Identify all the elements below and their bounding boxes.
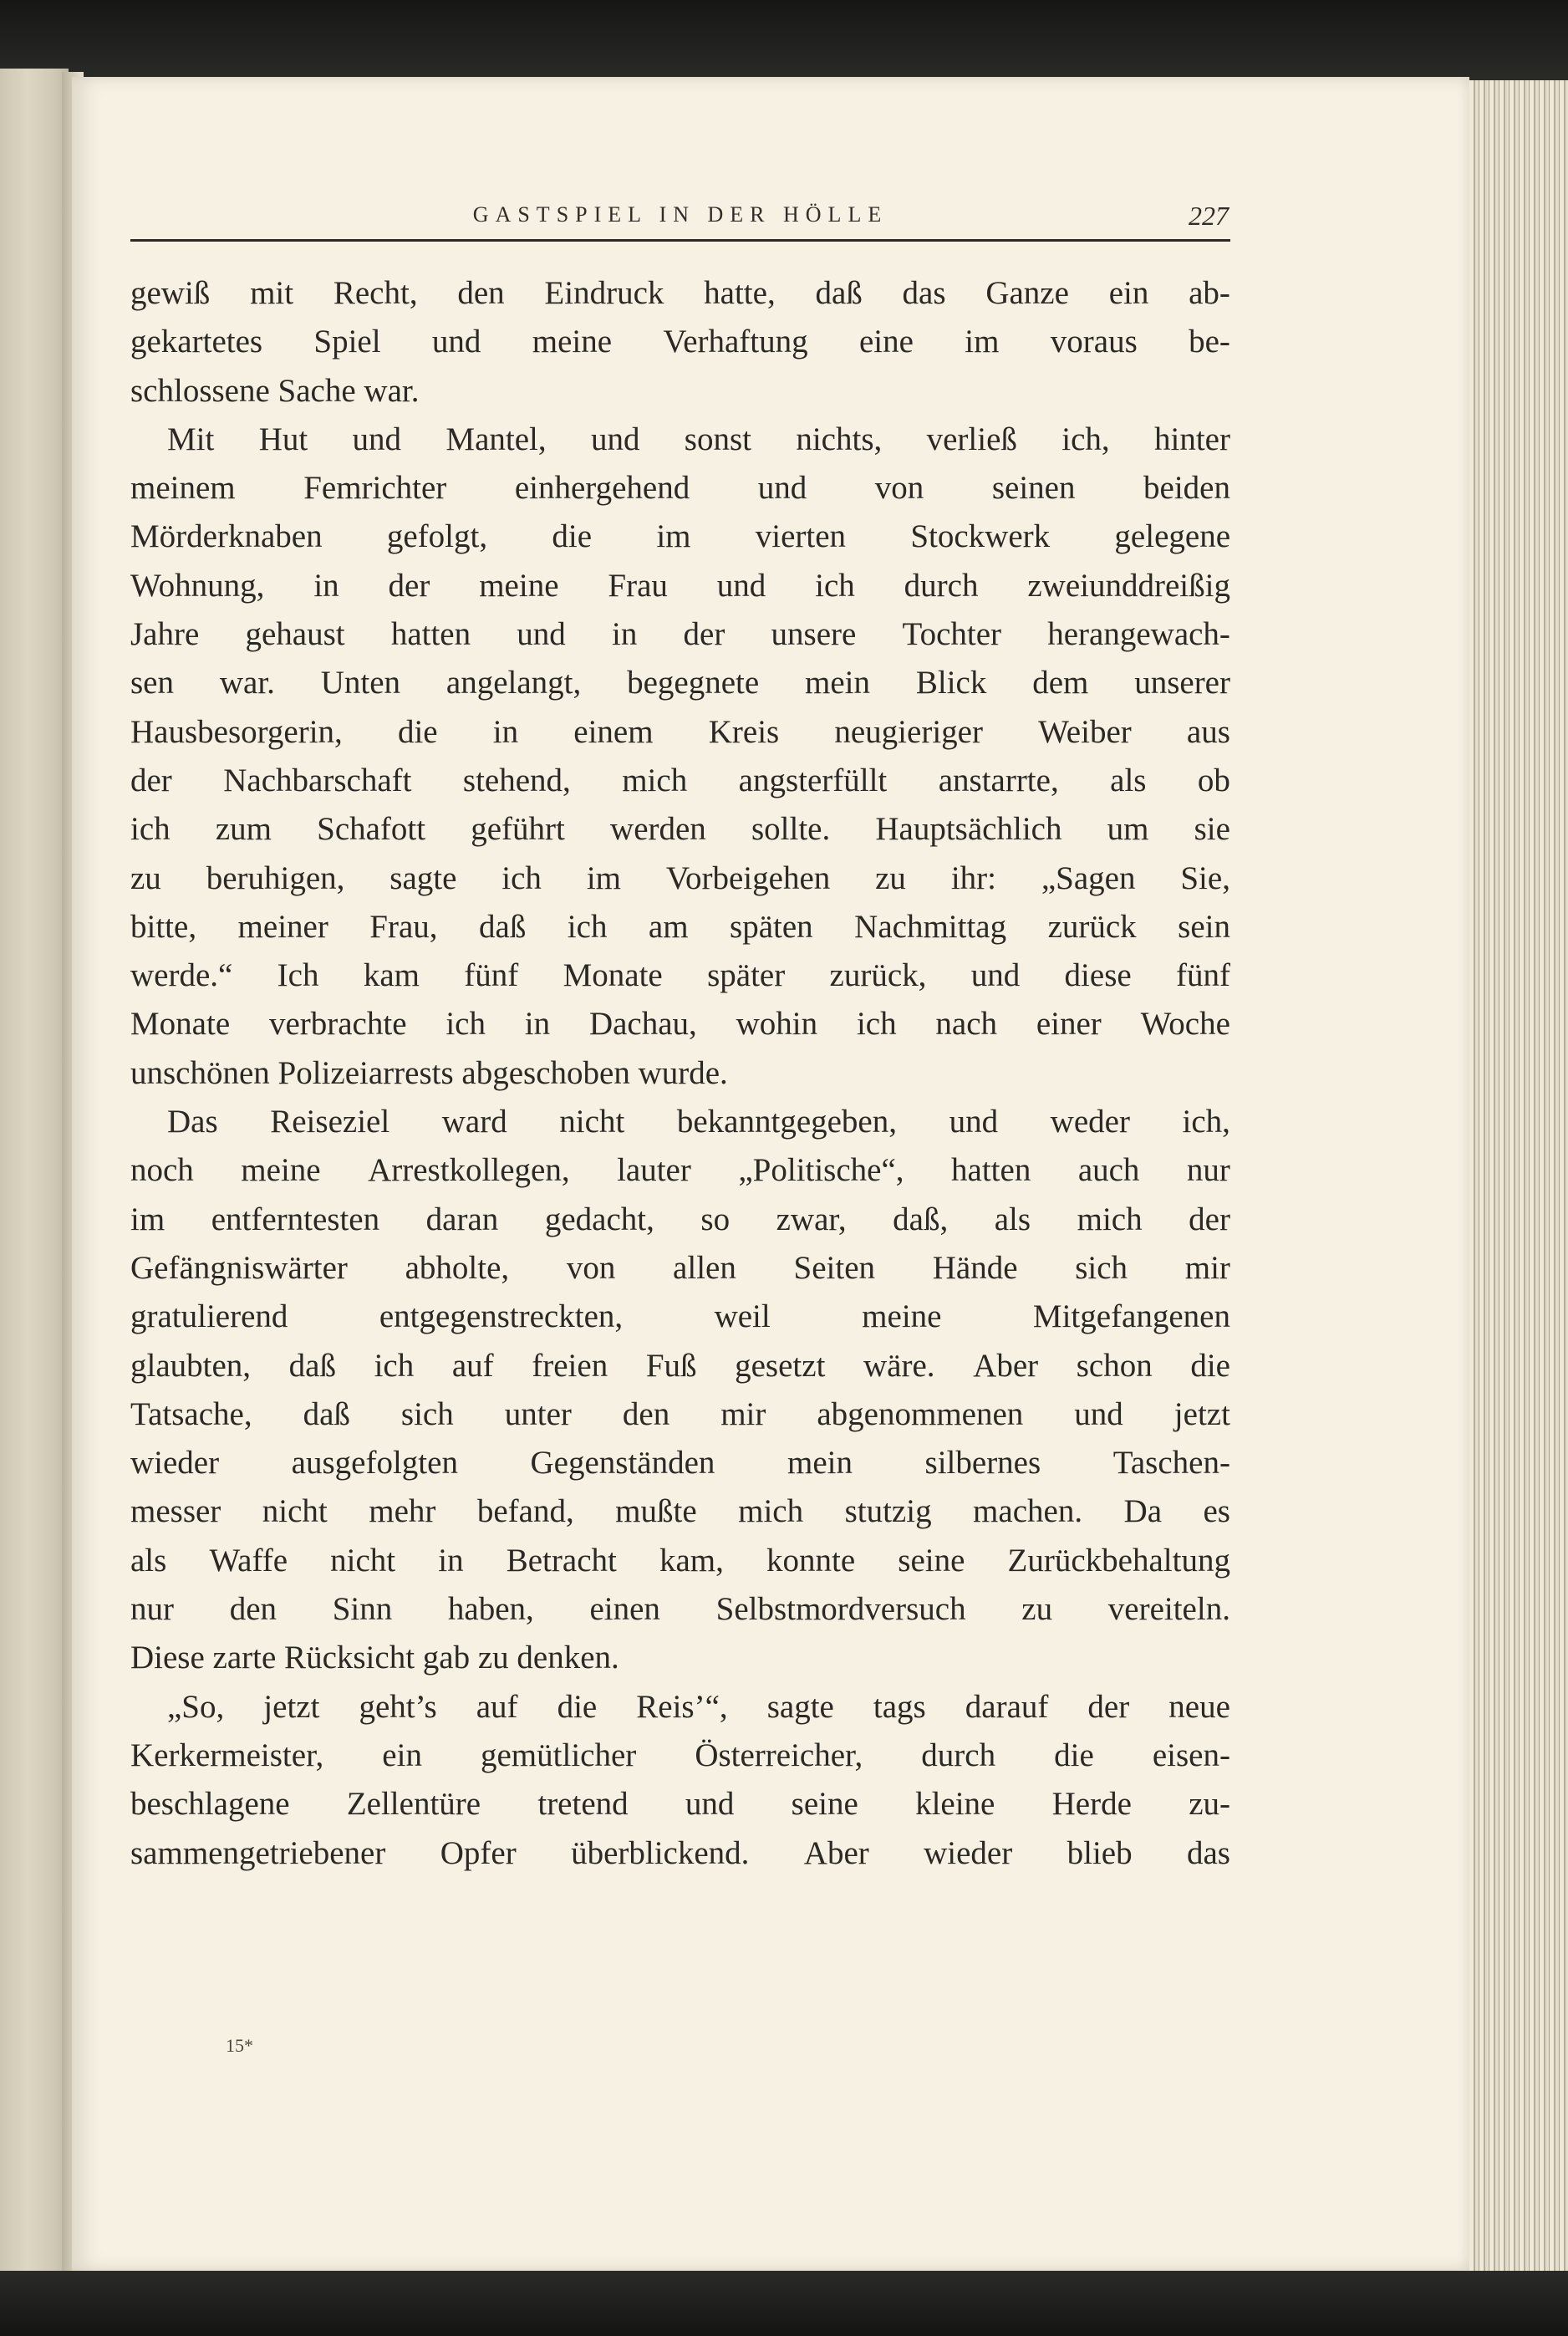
signature-mark: 15* xyxy=(226,2035,253,2056)
text-line: Mörderknaben gefolgt, die im vierten Stockwerk gelegene xyxy=(130,518,1230,555)
text-line: Gefängniswärter abholte, von allen Seiten Hände sich mir xyxy=(130,1249,1230,1286)
text-line: bitte, meiner Frau, daß ich am späten Nachmittag zurück sein xyxy=(130,908,1230,945)
text-line: sammengetriebener Opfer überblickend. Aber wieder blieb das xyxy=(130,1834,1230,1871)
text-line: ich zum Schafott geführt werden sollte. Hauptsächlich um sie xyxy=(130,811,1230,848)
text-line: schlossene Sache war. xyxy=(130,372,420,409)
text-line: Diese zarte Rücksicht gab zu denken. xyxy=(130,1640,619,1676)
text-line: nur den Sinn haben, einen Selbstmordversuch zu vereiteln. xyxy=(130,1591,1230,1628)
running-head-title: GASTSPIEL IN DER HÖLLE xyxy=(472,202,888,227)
text-line: Das Reiseziel ward nicht bekanntgegeben, und weder ich, xyxy=(167,1104,1230,1140)
text-line: „So, jetzt geht’s auf die Reis’“, sagte tags darauf der neue xyxy=(167,1688,1230,1725)
text-line: wieder ausgefolgten Gegenständen mein silbernes Taschen- xyxy=(130,1445,1230,1482)
text-line: noch meine Arrestkollegen, lauter „Politische“, hatten auch nur xyxy=(130,1152,1230,1189)
page-stack-fore-edge xyxy=(1469,80,1568,2271)
body-text xyxy=(130,269,1230,1878)
text-line: meinem Femrichter einhergehend und von seinen beiden xyxy=(130,470,1230,507)
scanner-background-top xyxy=(0,0,1568,80)
text-line: gewiß mit Recht, den Eindruck hatte, daß das Ganze ein ab- xyxy=(130,275,1230,311)
text-line: Tatsache, daß sich unter den mir abgenommenen und jetzt xyxy=(130,1395,1230,1432)
text-line: gratulierend entgegenstreckten, weil meine Mitgefangenen xyxy=(130,1298,1230,1335)
text-line: Jahre gehaust hatten und in der unsere Tochter herangewach- xyxy=(130,616,1230,653)
page-number: 227 xyxy=(1189,201,1229,231)
running-head xyxy=(130,197,1230,242)
text-line: Wohnung, in der meine Frau und ich durch zweiunddreißig xyxy=(130,567,1230,604)
text-line: Kerkermeister, ein gemütlicher Österreicher, durch die eisen- xyxy=(130,1737,1230,1773)
text-line: messer nicht mehr befand, mußte mich stutzig machen. Da es xyxy=(130,1493,1230,1530)
text-line: der Nachbarschaft stehend, mich angsterfüllt anstarrte, als ob xyxy=(130,762,1230,798)
text-line: sen war. Unten angelangt, begegnete mein Blick dem unserer xyxy=(130,665,1230,701)
text-line: unschönen Polizeiarrests abgeschoben wurde. xyxy=(130,1054,728,1091)
text-line: gekartetes Spiel und meine Verhaftung eine im voraus be- xyxy=(130,324,1230,360)
text-line: im entferntesten daran gedacht, so zwar, daß, als mich der xyxy=(130,1201,1230,1237)
text-line: beschlagene Zellentüre tretend und seine kleine Herde zu- xyxy=(130,1786,1230,1823)
text-line: Mit Hut und Mantel, und sonst nichts, verließ ich, hinter xyxy=(167,421,1230,457)
scanner-background-bottom xyxy=(0,2271,1568,2336)
text-line: werde.“ Ich kam fünf Monate später zurück, und diese fünf xyxy=(130,957,1230,994)
text-line: als Waffe nicht in Betracht kam, konnte seine Zurückbehaltung xyxy=(130,1542,1230,1579)
text-line: Monate verbrachte ich in Dachau, wohin ich nach einer Woche xyxy=(130,1006,1230,1043)
facing-page-edge xyxy=(0,69,69,2276)
text-line: glaubten, daß ich auf freien Fuß gesetzt wäre. Aber schon die xyxy=(130,1347,1230,1384)
text-line: Hausbesorgerin, die in einem Kreis neugieriger Weiber aus xyxy=(130,713,1230,750)
text-line: zu beruhigen, sagte ich im Vorbeigehen zu ihr: „Sagen Sie, xyxy=(130,859,1230,896)
